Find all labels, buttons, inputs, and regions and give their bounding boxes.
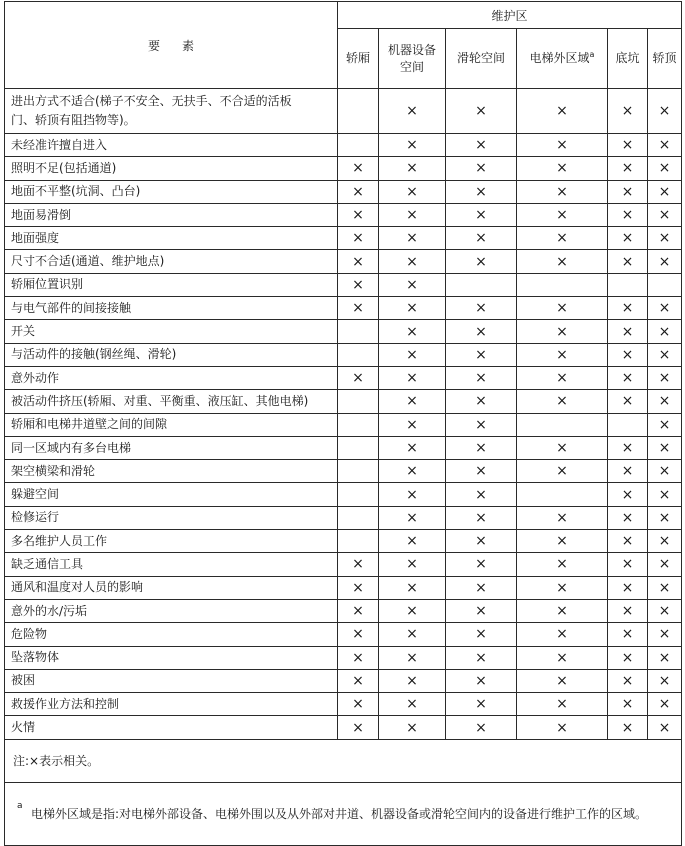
relevance-mark: × (446, 180, 517, 203)
relevance-mark: × (338, 623, 379, 646)
relevance-mark: × (648, 599, 682, 622)
column-header-pit: 底坑 (608, 29, 648, 89)
relevance-mark: × (446, 716, 517, 739)
factor-cell (5, 89, 338, 134)
relevance-mark: × (379, 716, 446, 739)
relevance-mark: × (648, 227, 682, 250)
relevance-mark: × (379, 530, 446, 553)
relevance-mark: × (608, 227, 648, 250)
relevance-mark: × (446, 436, 517, 459)
table-row (5, 273, 682, 296)
factor-cell (5, 273, 338, 296)
relevance-mark: × (379, 460, 446, 483)
relevance-mark: × (648, 483, 682, 506)
empty-cell (338, 343, 379, 366)
table-row (5, 599, 682, 622)
factor-cell (5, 157, 338, 180)
factor-cell (5, 250, 338, 273)
factor-text: 轿厢位置识别 (11, 277, 84, 292)
relevance-mark: × (648, 250, 682, 273)
relevance-mark: × (379, 483, 446, 506)
factor-text: 躲避空间 (11, 487, 60, 502)
table-row (5, 250, 682, 273)
table-row (5, 716, 682, 739)
relevance-mark: × (338, 553, 379, 576)
relevance-mark: × (608, 506, 648, 529)
relevance-mark: × (446, 646, 517, 669)
column-header-pulley-space: 滑轮空间 (446, 29, 517, 89)
relevance-mark: × (608, 599, 648, 622)
relevance-mark: × (379, 390, 446, 413)
relevance-mark: × (517, 669, 608, 692)
relevance-mark: × (338, 646, 379, 669)
relevance-mark: × (608, 390, 648, 413)
factor-text: 架空横梁和滑轮 (11, 463, 96, 478)
table-row (5, 530, 682, 553)
table-row (5, 623, 682, 646)
relevance-mark: × (517, 157, 608, 180)
relevance-mark: × (446, 530, 517, 553)
relevance-mark: × (517, 436, 608, 459)
relevance-mark: × (338, 203, 379, 226)
empty-cell (338, 320, 379, 343)
factor-text: 火情 (11, 720, 36, 735)
empty-cell (608, 273, 648, 296)
empty-cell (338, 483, 379, 506)
relevance-mark: × (517, 530, 608, 553)
relevance-mark: × (517, 320, 608, 343)
factor-cell (5, 180, 338, 203)
relevance-mark: × (379, 134, 446, 157)
relevance-mark: × (379, 157, 446, 180)
relevance-mark: × (608, 203, 648, 226)
factor-cell (5, 599, 338, 622)
factor-cell (5, 506, 338, 529)
table-body (5, 89, 682, 740)
relevance-mark: × (517, 716, 608, 739)
relevance-mark: × (648, 413, 682, 436)
relevance-mark: × (379, 180, 446, 203)
relevance-mark: × (338, 273, 379, 296)
relevance-mark: × (648, 203, 682, 226)
relevance-mark: × (379, 576, 446, 599)
relevance-mark: × (379, 623, 446, 646)
relevance-mark: × (517, 599, 608, 622)
relevance-mark: × (517, 89, 608, 134)
relevance-mark: × (648, 390, 682, 413)
relevance-mark: × (608, 320, 648, 343)
relevance-mark: × (446, 553, 517, 576)
relevance-mark: × (379, 203, 446, 226)
factor-text: 检修运行 (11, 510, 60, 525)
factor-cell (5, 343, 338, 366)
relevance-mark: × (446, 413, 517, 436)
factor-cell (5, 390, 338, 413)
empty-cell (338, 436, 379, 459)
table-row (5, 553, 682, 576)
relevance-mark: × (446, 623, 517, 646)
factor-text: 未经准许擅自进入 (11, 137, 108, 152)
relevance-mark: × (446, 576, 517, 599)
relevance-mark: × (648, 506, 682, 529)
table-row (5, 343, 682, 366)
relevance-mark: × (517, 203, 608, 226)
relevance-mark: × (338, 227, 379, 250)
relevance-mark: × (608, 530, 648, 553)
relevance-mark: × (648, 530, 682, 553)
factor-text: 危险物 (11, 626, 48, 641)
factor-cell (5, 530, 338, 553)
relevance-mark: × (517, 506, 608, 529)
factor-text: 救援作业方法和控制 (11, 696, 120, 711)
factor-cell (5, 436, 338, 459)
relevance-mark: × (648, 436, 682, 459)
empty-cell (338, 506, 379, 529)
relevance-mark: × (338, 250, 379, 273)
factor-text: 进出方式不适合(梯子不安全、无扶手、不合适的活板 (11, 94, 292, 108)
relevance-mark: × (446, 157, 517, 180)
relevance-mark: × (379, 320, 446, 343)
column-header-outside-lift-area: 电梯外区域$^a$ (517, 29, 608, 89)
empty-cell (446, 273, 517, 296)
relevance-mark: × (648, 180, 682, 203)
factor-text: 缺乏通信工具 (11, 556, 84, 571)
table-footnote (5, 782, 682, 845)
factor-text: 通风和温度对人员的影响 (11, 580, 144, 595)
table-row (5, 669, 682, 692)
maintenance-area-hazard-table (4, 1, 682, 846)
empty-cell (608, 413, 648, 436)
relevance-mark: × (446, 89, 517, 134)
relevance-mark: × (446, 599, 517, 622)
relevance-mark: × (648, 297, 682, 320)
factor-text: 开关 (11, 324, 36, 339)
table-row (5, 390, 682, 413)
factor-text: 同一区域内有多台电梯 (11, 440, 132, 455)
relevance-mark: × (608, 366, 648, 389)
table-row (5, 203, 682, 226)
factor-column-header: 要素 (5, 2, 338, 89)
relevance-mark: × (379, 250, 446, 273)
relevance-mark: × (648, 320, 682, 343)
factor-text: 地面强度 (11, 230, 60, 245)
relevance-mark: × (446, 693, 517, 716)
relevance-mark: × (517, 553, 608, 576)
empty-cell (338, 413, 379, 436)
table-row (5, 366, 682, 389)
relevance-mark: × (338, 576, 379, 599)
relevance-mark: × (608, 553, 648, 576)
table-row (5, 576, 682, 599)
empty-cell (338, 89, 379, 134)
relevance-mark: × (648, 460, 682, 483)
relevance-mark: × (338, 297, 379, 320)
factor-cell (5, 716, 338, 739)
relevance-mark: × (608, 343, 648, 366)
factor-cell (5, 576, 338, 599)
relevance-mark: × (338, 180, 379, 203)
relevance-mark: × (446, 390, 517, 413)
column-header-machinery-space: 机器设备 空间 (379, 29, 446, 89)
footnote-a-ref: a (589, 50, 595, 59)
table-row (5, 413, 682, 436)
relevance-mark: × (517, 693, 608, 716)
factor-text: 被活动件挤压(轿厢、对重、平衡重、液压缸、其他电梯) (11, 393, 309, 408)
factor-cell (5, 669, 338, 692)
relevance-mark: × (608, 483, 648, 506)
relevance-mark: × (517, 343, 608, 366)
relevance-mark: × (608, 716, 648, 739)
relevance-mark: × (608, 436, 648, 459)
relevance-mark: × (608, 134, 648, 157)
relevance-mark: × (446, 343, 517, 366)
factor-cell (5, 623, 338, 646)
factor-cell (5, 134, 338, 157)
relevance-mark: × (648, 366, 682, 389)
empty-cell (648, 273, 682, 296)
relevance-mark: × (608, 297, 648, 320)
table-row (5, 134, 682, 157)
factor-cell (5, 320, 338, 343)
factor-cell (5, 227, 338, 250)
relevance-mark: × (648, 157, 682, 180)
relevance-mark: × (648, 623, 682, 646)
relevance-mark: × (446, 227, 517, 250)
relevance-mark: × (338, 716, 379, 739)
relevance-mark: × (379, 297, 446, 320)
relevance-mark: × (608, 576, 648, 599)
factor-text: 多名维护人员工作 (11, 533, 108, 548)
relevance-mark: × (648, 343, 682, 366)
relevance-mark: × (648, 716, 682, 739)
factor-text: 与电气部件的间接接触 (11, 300, 132, 315)
relevance-mark: × (517, 460, 608, 483)
relevance-mark: × (379, 693, 446, 716)
relevance-mark: × (446, 460, 517, 483)
empty-cell (517, 273, 608, 296)
maintenance-area-group-header: 维护区 (338, 2, 682, 29)
relevance-mark: × (608, 646, 648, 669)
relevance-mark: × (446, 669, 517, 692)
empty-cell (338, 390, 379, 413)
relevance-mark: × (648, 576, 682, 599)
table-row (5, 297, 682, 320)
relevance-mark: × (517, 134, 608, 157)
footnote-marker: a (17, 800, 23, 811)
relevance-mark: × (446, 134, 517, 157)
relevance-mark: × (608, 250, 648, 273)
relevance-mark: × (517, 297, 608, 320)
relevance-mark: × (648, 646, 682, 669)
relevance-mark: × (517, 623, 608, 646)
relevance-mark: × (648, 669, 682, 692)
relevance-mark: × (446, 297, 517, 320)
factor-cell (5, 646, 338, 669)
table-row (5, 646, 682, 669)
table-row (5, 180, 682, 203)
relevance-mark: × (517, 390, 608, 413)
factor-cell (5, 203, 338, 226)
table-row (5, 157, 682, 180)
footnote-text: 电梯外区域是指:对电梯外部设备、电梯外围以及从外部对井道、机器设备或滑轮空间内的设备进行维护工作的区域。 (31, 806, 648, 821)
table-row (5, 89, 682, 134)
factor-text: 照明不足(包括通道) (11, 160, 117, 175)
relevance-mark: × (648, 553, 682, 576)
factor-cell (5, 297, 338, 320)
table-row (5, 483, 682, 506)
empty-cell (517, 413, 608, 436)
factor-cell (5, 366, 338, 389)
factor-cell (5, 553, 338, 576)
relevance-mark: × (338, 669, 379, 692)
factor-text: 意外动作 (11, 370, 60, 385)
empty-cell (338, 530, 379, 553)
relevance-mark: × (379, 89, 446, 134)
factor-text: 地面易滑倒 (11, 207, 72, 222)
table-row (5, 506, 682, 529)
relevance-mark: × (608, 623, 648, 646)
relevance-mark: × (379, 343, 446, 366)
relevance-mark: × (379, 553, 446, 576)
relevance-mark: × (379, 646, 446, 669)
relevance-mark: × (446, 203, 517, 226)
factor-text-continued: 门、轿顶有阻挡物等)。 (11, 113, 136, 127)
relevance-mark: × (446, 250, 517, 273)
relevance-mark: × (446, 366, 517, 389)
relevance-mark: × (446, 483, 517, 506)
relevance-mark: × (379, 599, 446, 622)
empty-cell (338, 460, 379, 483)
factor-text: 尺寸不合适(通道、维护地点) (11, 254, 165, 269)
relevance-mark: × (517, 227, 608, 250)
factor-cell (5, 483, 338, 506)
factor-cell (5, 460, 338, 483)
relevance-mark: × (379, 506, 446, 529)
relevance-mark: × (446, 506, 517, 529)
empty-cell (517, 483, 608, 506)
factor-text: 意外的水/污垢 (11, 603, 88, 618)
factor-text: 被困 (11, 673, 36, 688)
relevance-mark: × (648, 134, 682, 157)
factor-cell (5, 413, 338, 436)
relevance-mark: × (517, 646, 608, 669)
relevance-mark: × (379, 436, 446, 459)
relevance-mark: × (608, 89, 648, 134)
relevance-mark: × (379, 273, 446, 296)
factor-text: 坠落物体 (11, 650, 60, 665)
factor-text: 地面不平整(坑洞、凸台) (11, 184, 141, 199)
relevance-mark: × (517, 576, 608, 599)
column-header-car: 轿厢 (338, 29, 379, 89)
table-note: 注:×表示相关。 (5, 739, 682, 782)
relevance-mark: × (648, 693, 682, 716)
relevance-mark: × (517, 250, 608, 273)
table-row (5, 460, 682, 483)
relevance-mark: × (608, 157, 648, 180)
table-row (5, 320, 682, 343)
table-row (5, 693, 682, 716)
empty-cell (338, 134, 379, 157)
relevance-mark: × (379, 227, 446, 250)
relevance-mark: × (446, 320, 517, 343)
relevance-mark: × (379, 413, 446, 436)
relevance-mark: × (338, 693, 379, 716)
relevance-mark: × (608, 693, 648, 716)
column-header-car-roof: 轿顶 (648, 29, 682, 89)
relevance-mark: × (338, 599, 379, 622)
table-row (5, 227, 682, 250)
relevance-mark: × (608, 669, 648, 692)
relevance-mark: × (608, 180, 648, 203)
relevance-mark: × (379, 366, 446, 389)
relevance-mark: × (338, 157, 379, 180)
relevance-mark: × (338, 366, 379, 389)
relevance-mark: × (517, 180, 608, 203)
relevance-mark: × (517, 366, 608, 389)
factor-text: 与活动件的接触(钢丝绳、滑轮) (11, 347, 177, 362)
relevance-mark: × (648, 89, 682, 134)
relevance-mark: × (608, 460, 648, 483)
table-row (5, 436, 682, 459)
relevance-mark: × (379, 669, 446, 692)
factor-cell (5, 693, 338, 716)
factor-text: 轿厢和电梯井道壁之间的间隙 (11, 417, 168, 432)
